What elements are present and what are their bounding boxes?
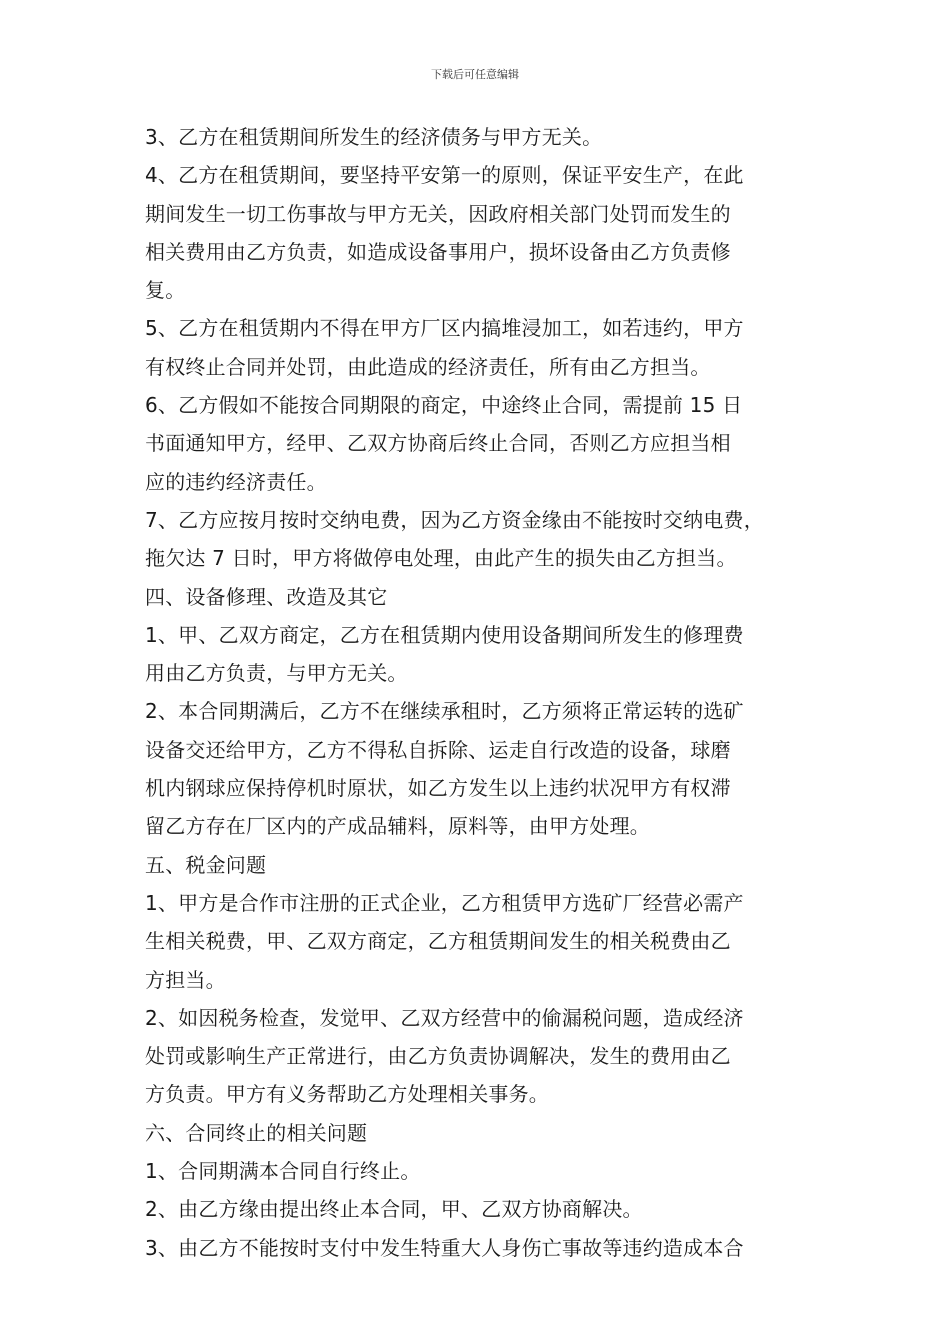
text-line: 相关费用由乙方负责，如造成设备事用户，损坏设备由乙方负责修 xyxy=(145,239,731,264)
text-line: 6、乙方假如不能按合同期限的商定，中途终止合同，需提前 15 日 xyxy=(145,393,743,418)
text-line: 留乙方存在厂区内的产成品辅料，原料等，由甲方处理。 xyxy=(145,814,650,839)
text-line: 方负责。甲方有义务帮助乙方处理相关事务。 xyxy=(145,1082,549,1107)
text-line: 4、乙方在租赁期间，要坚持平安第一的原则，保证平安生产，在此 xyxy=(145,163,744,188)
text-line: 书面通知甲方，经甲、乙双方协商后终止合同，否则乙方应担当相 xyxy=(145,431,731,456)
text-line: 期间发生一切工伤事故与甲方无关，因政府相关部门处罚而发生的 xyxy=(145,201,731,226)
text-line: 处罚或影响生产正常进行，由乙方负责协调解决，发生的费用由乙 xyxy=(145,1044,731,1069)
text-line: 7、乙方应按月按时交纳电费，因为乙方资金缘由不能按时交纳电费， xyxy=(145,507,764,532)
text-line: 设备交还给甲方，乙方不得私自拆除、运走自行改造的设备，球磨 xyxy=(145,737,731,762)
section-heading: 五、税金问题 xyxy=(145,852,267,877)
text-line: 机内钢球应保持停机时原状，如乙方发生以上违约状况甲方有权滞 xyxy=(145,776,731,801)
section-heading: 四、设备修理、改造及其它 xyxy=(145,584,388,609)
text-line: 1、甲、乙双方商定，乙方在租赁期内使用设备期间所发生的修理费 xyxy=(145,622,744,647)
text-line: 应的违约经济责任。 xyxy=(145,469,327,494)
text-line: 2、由乙方缘由提出终止本合同，甲、乙双方协商解决。 xyxy=(145,1197,643,1222)
document-body xyxy=(145,118,825,1267)
text-line: 用由乙方负责，与甲方无关。 xyxy=(145,661,408,686)
text-line: 1、甲方是合作市注册的正式企业，乙方租赁甲方选矿厂经营必需产 xyxy=(145,890,744,915)
text-line: 3、乙方在租赁期间所发生的经济债务与甲方无关。 xyxy=(145,125,603,149)
text-line: 复。 xyxy=(145,278,186,303)
text-line: 1、合同期满本合同自行终止。 xyxy=(145,1159,421,1184)
text-line: 拖欠达 7 日时，甲方将做停电处理，由此产生的损失由乙方担当。 xyxy=(145,546,737,571)
text-line: 有权终止合同并处罚，由此造成的经济责任，所有由乙方担当。 xyxy=(145,354,711,379)
text-line: 2、如因税务检查，发觉甲、乙双方经营中的偷漏税问题，造成经济 xyxy=(145,1005,744,1030)
page-header: 下载后可任意编辑 xyxy=(431,68,519,81)
text-line: 5、乙方在租赁期内不得在甲方厂区内搞堆浸加工，如若违约，甲方 xyxy=(145,316,744,341)
section-heading: 六、合同终止的相关问题 xyxy=(145,1120,368,1145)
text-line: 2、本合同期满后，乙方不在继续承租时，乙方须将正常运转的选矿 xyxy=(145,699,744,724)
text-line: 3、由乙方不能按时支付中发生特重大人身伤亡事故等违约造成本合 xyxy=(145,1235,744,1260)
text-line: 方担当。 xyxy=(145,967,226,992)
text-line: 生相关税费，甲、乙双方商定，乙方租赁期间发生的相关税费由乙 xyxy=(145,929,731,954)
